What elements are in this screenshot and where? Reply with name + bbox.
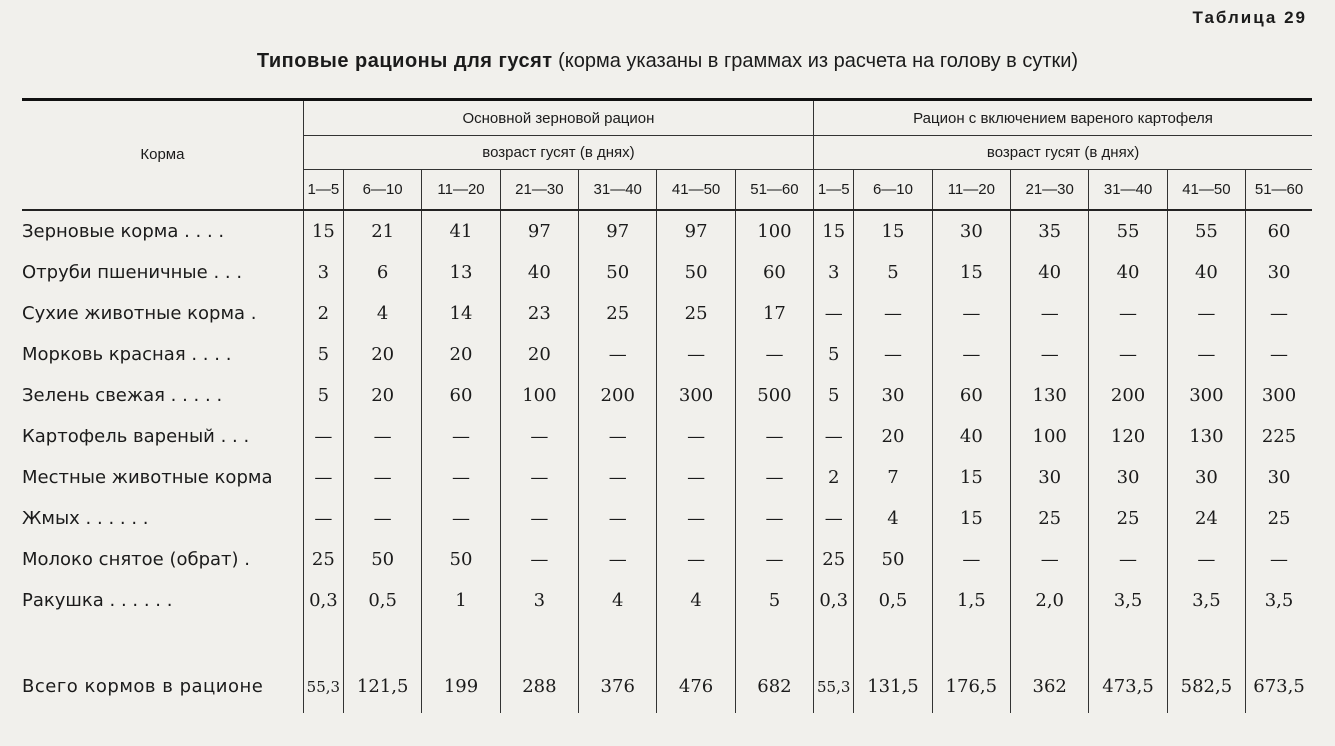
spacer-cell: [500, 621, 578, 661]
spacer-row: [22, 621, 1312, 661]
table-cell: 200: [1089, 375, 1167, 416]
header-range-cell: 51—60: [1246, 170, 1312, 210]
table-cell: 300: [1246, 375, 1312, 416]
header-range-cell: 41—50: [1167, 170, 1245, 210]
table-cell: —: [1167, 334, 1245, 375]
table-cell: —: [579, 457, 657, 498]
feed-name: Сухие животные корма .: [22, 302, 257, 324]
table-cell: 20: [854, 416, 932, 457]
header-range-cell: 41—50: [657, 170, 735, 210]
feed-name: Жмых . . . . . .: [22, 507, 149, 529]
spacer-cell: [422, 621, 500, 661]
spacer-cell: [303, 621, 343, 661]
table-cell: 5: [303, 375, 343, 416]
table-cell: 30: [1089, 457, 1167, 498]
table-cell: 50: [854, 539, 932, 580]
table-cell: 200: [579, 375, 657, 416]
table-cell: —: [422, 457, 500, 498]
table-cell: —: [735, 498, 813, 539]
table-cell: 7: [854, 457, 932, 498]
table-cell: —: [303, 457, 343, 498]
table-cell: 97: [500, 210, 578, 252]
table-cell: 0,5: [343, 580, 421, 621]
header-age-2: возраст гусят (в днях): [814, 136, 1312, 170]
table-cell: —: [1167, 539, 1245, 580]
table-cell: 25: [1246, 498, 1312, 539]
header-range-cell: 6—10: [343, 170, 421, 210]
table-cell: 4: [579, 580, 657, 621]
table-cell: 50: [343, 539, 421, 580]
header-feeds: Корма: [22, 100, 303, 210]
table-number: Таблица 29: [1192, 8, 1307, 27]
total-cell: 362: [1011, 661, 1089, 713]
total-row: [22, 661, 1312, 713]
table-cell: —: [1089, 334, 1167, 375]
total-cell: 176,5: [932, 661, 1010, 713]
spacer-cell: [1011, 621, 1089, 661]
header-group-potato: Рацион с включением вареного картофеля: [814, 100, 1312, 136]
table-cell: 3,5: [1089, 580, 1167, 621]
table-cell: 225: [1246, 416, 1312, 457]
table-cell: —: [1167, 293, 1245, 334]
header-range-cell: 31—40: [1089, 170, 1167, 210]
table-cell: —: [1089, 293, 1167, 334]
table-cell: —: [735, 334, 813, 375]
table-cell: 30: [1246, 252, 1312, 293]
table-cell: —: [854, 293, 932, 334]
table-cell: 4: [854, 498, 932, 539]
table-cell: 55: [1089, 210, 1167, 252]
table-row: [22, 293, 1312, 334]
table-cell: 1,5: [932, 580, 1010, 621]
table-cell: —: [579, 334, 657, 375]
header-range-cell: 1—5: [814, 170, 854, 210]
table-cell: —: [500, 457, 578, 498]
table-cell: 50: [422, 539, 500, 580]
table-cell: 30: [932, 210, 1010, 252]
table-cell: 25: [303, 539, 343, 580]
header-range-cell: 21—30: [500, 170, 578, 210]
table-cell: —: [343, 416, 421, 457]
table-cell: 100: [735, 210, 813, 252]
spacer-cell: [854, 621, 932, 661]
table-cell: 300: [657, 375, 735, 416]
table-cell: 40: [932, 416, 1010, 457]
total-cell: 476: [657, 661, 735, 713]
table-cell: —: [814, 416, 854, 457]
table-cell: —: [303, 498, 343, 539]
table-cell: 21: [343, 210, 421, 252]
table-row: [22, 375, 1312, 416]
table-row: [22, 580, 1312, 621]
table-cell: 30: [1246, 457, 1312, 498]
table-cell: 14: [422, 293, 500, 334]
table-cell: 0,3: [814, 580, 854, 621]
table-cell: —: [932, 539, 1010, 580]
table-cell: 2,0: [1011, 580, 1089, 621]
table-cell: —: [343, 457, 421, 498]
table-cell: 3,5: [1167, 580, 1245, 621]
feed-name: Местные животные корма: [22, 466, 273, 488]
table-cell: —: [1011, 293, 1089, 334]
total-label: Всего кормов в рационе: [22, 676, 264, 697]
table-cell: 20: [343, 375, 421, 416]
spacer-cell: [1246, 621, 1312, 661]
table-cell: —: [1089, 539, 1167, 580]
spacer-cell: [735, 621, 813, 661]
spacer-cell: [22, 621, 303, 661]
spacer-cell: [814, 621, 854, 661]
total-cell: 131,5: [854, 661, 932, 713]
header-range-cell: 51—60: [735, 170, 813, 210]
table-cell: —: [932, 334, 1010, 375]
table-cell: 15: [932, 457, 1010, 498]
table-cell: —: [579, 539, 657, 580]
table-cell: 60: [735, 252, 813, 293]
table-cell: 130: [1011, 375, 1089, 416]
feed-name: Картофель вареный . . .: [22, 425, 250, 447]
table-cell: 40: [1089, 252, 1167, 293]
table-cell: 15: [932, 252, 1010, 293]
table-title: [0, 50, 1335, 73]
table-cell: 55: [1167, 210, 1245, 252]
table-cell: 300: [1167, 375, 1245, 416]
table-cell: 3: [500, 580, 578, 621]
table-cell: 24: [1167, 498, 1245, 539]
title-rest: (корма указаны в граммах из расчета на голову в сутки): [558, 50, 1079, 72]
table-cell: 3: [814, 252, 854, 293]
table-cell: 5: [735, 580, 813, 621]
table-cell: 20: [500, 334, 578, 375]
table-cell: 5: [303, 334, 343, 375]
total-cell: 121,5: [343, 661, 421, 713]
header-age-1: возраст гусят (в днях): [303, 136, 813, 170]
total-cell: 473,5: [1089, 661, 1167, 713]
table-cell: 25: [657, 293, 735, 334]
table-cell: 41: [422, 210, 500, 252]
table-cell: —: [1011, 334, 1089, 375]
table-cell: 15: [303, 210, 343, 252]
table-cell: 30: [854, 375, 932, 416]
feed-name: Молоко снятое (обрат) .: [22, 548, 250, 570]
rations-table: [22, 98, 1312, 713]
spacer-cell: [1089, 621, 1167, 661]
table-cell: 20: [422, 334, 500, 375]
table-cell: —: [500, 498, 578, 539]
spacer-cell: [657, 621, 735, 661]
table-cell: 25: [814, 539, 854, 580]
feed-name: Зелень свежая . . . . .: [22, 384, 223, 406]
table-cell: 0,3: [303, 580, 343, 621]
total-cell: 55,3: [814, 661, 854, 713]
table-cell: 500: [735, 375, 813, 416]
table-cell: —: [1246, 293, 1312, 334]
table-cell: —: [1011, 539, 1089, 580]
total-cell: 199: [422, 661, 500, 713]
table-cell: 25: [1089, 498, 1167, 539]
header-group-grain: Основной зерновой рацион: [303, 100, 813, 136]
table-cell: —: [814, 293, 854, 334]
table-cell: 15: [854, 210, 932, 252]
table-cell: —: [814, 498, 854, 539]
table-cell: —: [1246, 334, 1312, 375]
table-cell: —: [657, 498, 735, 539]
table-cell: —: [854, 334, 932, 375]
table-cell: 3,5: [1246, 580, 1312, 621]
table-cell: —: [735, 539, 813, 580]
table-cell: 0,5: [854, 580, 932, 621]
total-cell: 682: [735, 661, 813, 713]
table-cell: —: [579, 498, 657, 539]
table-cell: 5: [814, 334, 854, 375]
feed-name: Отруби пшеничные . . .: [22, 261, 243, 283]
table-cell: —: [500, 416, 578, 457]
table-cell: 20: [343, 334, 421, 375]
table-cell: 17: [735, 293, 813, 334]
table-cell: 5: [814, 375, 854, 416]
table-cell: —: [422, 498, 500, 539]
table-cell: 40: [1167, 252, 1245, 293]
total-cell: 55,3: [303, 661, 343, 713]
feed-name: Зерновые корма . . . .: [22, 220, 225, 242]
spacer-cell: [1167, 621, 1245, 661]
table-cell: 15: [932, 498, 1010, 539]
table-cell: 2: [303, 293, 343, 334]
table-row: [22, 416, 1312, 457]
total-cell: 288: [500, 661, 578, 713]
table-cell: 4: [657, 580, 735, 621]
header-range-cell: 11—20: [932, 170, 1010, 210]
table-row: [22, 498, 1312, 539]
table-cell: 5: [854, 252, 932, 293]
table-cell: 4: [343, 293, 421, 334]
table-cell: —: [422, 416, 500, 457]
feed-name: Ракушка . . . . . .: [22, 589, 173, 611]
feed-name: Морковь красная . . . .: [22, 343, 232, 365]
table-cell: 30: [1167, 457, 1245, 498]
table-row: [22, 210, 1312, 252]
spacer-cell: [343, 621, 421, 661]
table-row: [22, 457, 1312, 498]
spacer-cell: [932, 621, 1010, 661]
table-row: [22, 539, 1312, 580]
table-cell: 40: [1011, 252, 1089, 293]
table-cell: 2: [814, 457, 854, 498]
table-cell: 13: [422, 252, 500, 293]
table-cell: —: [657, 539, 735, 580]
header-range-cell: 6—10: [854, 170, 932, 210]
table-cell: —: [932, 293, 1010, 334]
table-cell: 30: [1011, 457, 1089, 498]
table-cell: —: [735, 457, 813, 498]
table-cell: 23: [500, 293, 578, 334]
table-cell: 100: [500, 375, 578, 416]
header-range-cell: 31—40: [579, 170, 657, 210]
table-cell: 6: [343, 252, 421, 293]
table-cell: —: [343, 498, 421, 539]
table-cell: 15: [814, 210, 854, 252]
table-cell: 35: [1011, 210, 1089, 252]
table-cell: —: [657, 457, 735, 498]
table-cell: 97: [579, 210, 657, 252]
title-bold: Типовые рационы для гусят: [256, 50, 553, 72]
table-cell: 25: [1011, 498, 1089, 539]
table-cell: 60: [1246, 210, 1312, 252]
table-row: [22, 252, 1312, 293]
total-cell: 376: [579, 661, 657, 713]
table-cell: —: [657, 416, 735, 457]
table-cell: —: [303, 416, 343, 457]
table-cell: 97: [657, 210, 735, 252]
table-cell: 60: [932, 375, 1010, 416]
table-cell: 50: [657, 252, 735, 293]
table-cell: —: [579, 416, 657, 457]
table-cell: 25: [579, 293, 657, 334]
table-cell: 50: [579, 252, 657, 293]
table-cell: 60: [422, 375, 500, 416]
table-cell: 120: [1089, 416, 1167, 457]
table-cell: 1: [422, 580, 500, 621]
total-cell: 673,5: [1246, 661, 1312, 713]
header-range-cell: 21—30: [1011, 170, 1089, 210]
spacer-cell: [579, 621, 657, 661]
table-cell: —: [657, 334, 735, 375]
table-row: [22, 334, 1312, 375]
table-cell: —: [1246, 539, 1312, 580]
table-cell: 130: [1167, 416, 1245, 457]
table-cell: 100: [1011, 416, 1089, 457]
table-cell: 3: [303, 252, 343, 293]
table-cell: —: [500, 539, 578, 580]
total-cell: 582,5: [1167, 661, 1245, 713]
header-range-cell: 1—5: [303, 170, 343, 210]
table-cell: 40: [500, 252, 578, 293]
table-cell: —: [735, 416, 813, 457]
header-range-cell: 11—20: [422, 170, 500, 210]
